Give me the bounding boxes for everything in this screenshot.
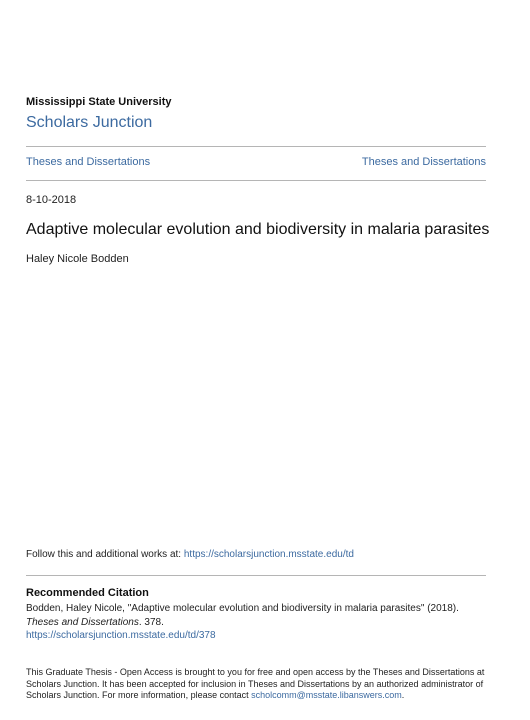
- citation-heading: Recommended Citation: [26, 587, 149, 599]
- follow-line: [26, 549, 354, 560]
- cover-page: [26, 0, 490, 720]
- notice-end: .: [401, 690, 405, 700]
- document-title: Adaptive molecular evolution and biodiversity in malaria parasites: [26, 221, 490, 238]
- citation-url-link[interactable]: https://scholarsjunction.msstate.edu/td/378: [26, 630, 216, 641]
- citation-text: Bodden, Haley Nicole, "Adaptive molecular evolution and biodiversity in malaria parasites" (2018).: [26, 603, 459, 614]
- repository-link[interactable]: Scholars Junction: [26, 114, 153, 131]
- contact-email-link[interactable]: scholcomm@msstate.libanswers.com: [251, 690, 402, 700]
- author-name: Haley Nicole Bodden: [26, 253, 129, 265]
- citation-series: Theses and Dissertations: [26, 616, 139, 628]
- institution-name: Mississippi State University: [26, 96, 172, 108]
- collection-link-right[interactable]: Theses and Dissertations: [361, 156, 486, 168]
- access-notice: [26, 667, 486, 702]
- publication-date: 8-10-2018: [26, 194, 77, 206]
- divider-nav: [26, 180, 486, 181]
- citation-number: . 378.: [138, 616, 164, 628]
- notice-text: This Graduate Thesis - Open Access is brought to you for free and open access by the Theses and Dissertations at Scholars Junction. It has been accepted for inclusion in Theses and Dissertations by an authorized administrator of Scholars Junction. For more information, please contact: [26, 667, 485, 700]
- follow-url-link[interactable]: https://scholarsjunction.msstate.edu/td: [183, 549, 354, 560]
- divider-citation: [26, 575, 486, 576]
- collection-nav: [26, 156, 486, 168]
- follow-text: Follow this and additional works at:: [26, 549, 184, 560]
- divider-top: [26, 146, 486, 147]
- collection-link-left[interactable]: Theses and Dissertations: [26, 156, 151, 168]
- citation-block: [26, 602, 486, 643]
